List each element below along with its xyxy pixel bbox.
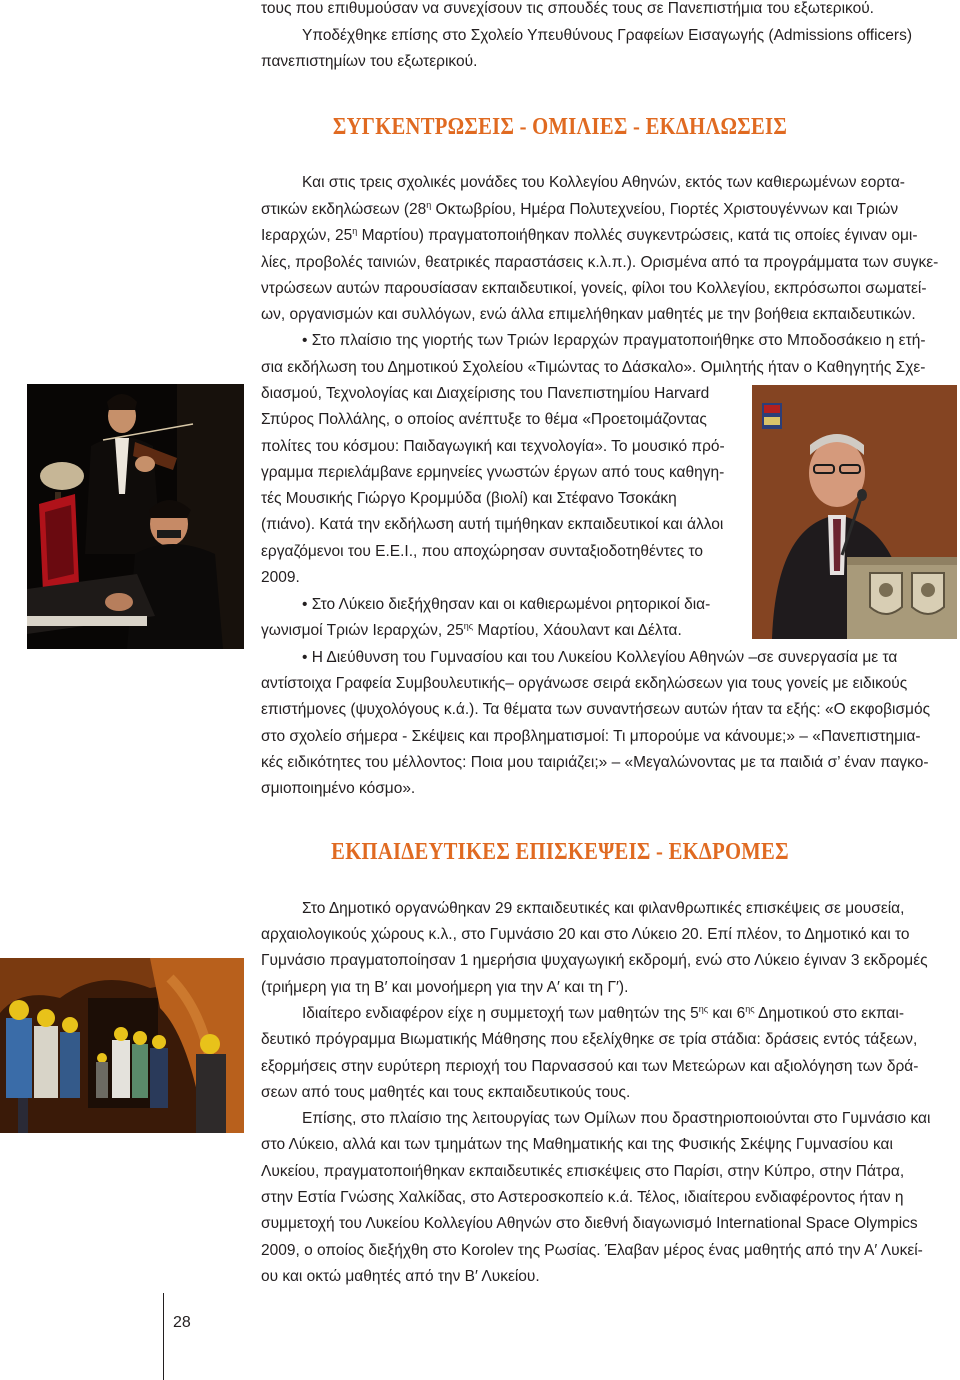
section-heading-visits: ΕΚΠΑΙΔΕΥΤΙΚΕΣ ΕΠΙΣΚΕΨΕΙΣ - ΕΚΔΡΟΜΕΣ: [331, 839, 789, 865]
bullet-line: κές ειδικότητες του μέλλοντος: Ποια μου ταιριάζει;» – «Μεγαλώνοντας με τα παιδιά σ’ έναν παγκο-: [261, 754, 929, 771]
paragraph-line: συμμετοχή του Λυκείου Κολλεγίου Αθηνών στο διεθνή διαγωνισμό International Space Olympics: [261, 1215, 918, 1232]
bullet-line: πολίτες του κόσμου: Παιδαγωγική και τεχνολογία». Το μουσικό πρό-: [261, 438, 725, 455]
bullet-line: στο σχολείο σήμερα - Σκέψεις και προβληματισμοί: Τι μπορούμε να κάνουμε;» – «Πανεπιστημια-: [261, 728, 921, 745]
bullet-line: γραμμα περιελάμβανε ερμηνείες γνωστών έργων από τους καθηγη-: [261, 464, 725, 481]
section-heading-events: ΣΥΓΚΕΝΤΡΩΣΕΙΣ - ΟΜΙΛΙΕΣ - ΕΚΔΗΛΩΣΕΙΣ: [332, 114, 788, 140]
paragraph-line: δευτικό πρόγραμμα Βιωματικής Μάθησης που εξελίχθηκε σε τρία στάδια: δράσεις εντός τάξεων,: [261, 1031, 918, 1048]
paragraph-line: Επίσης, στο πλαίσιο της λειτουργίας των Ομίλων που δραστηριοποιούνται στο Γυμνάσιο και: [302, 1110, 931, 1127]
bullet-line: σμιοποιημένο κόσμο».: [261, 780, 416, 797]
paragraph-line: Λυκείου, πραγματοποιήθηκαν εκπαιδευτικές επισκέψεις στο Παρίσι, στην Κύπρο, στην Πάτρα,: [261, 1163, 905, 1180]
bullet-line: • Η Διεύθυνση του Γυμνασίου και του Λυκείου Κολλεγίου Αθηνών –σε συνεργασία με τα: [302, 649, 898, 666]
bullet-line: τές Μουσικής Γιώργο Κρομμύδα (βιολί) και Στέφανο Τσοκάκη: [261, 490, 677, 507]
bullet-line: • Στο πλαίσιο της γιορτής των Τριών Ιεραρχών πραγματοποιήθηκε στο Μποδοσάκειο η ετή-: [302, 332, 926, 349]
page-number: 28: [173, 1314, 191, 1331]
bullet-line: Σπύρος Πολλάλης, ο οποίος ανέπτυξε το θέμα «Προετοιμάζοντας: [261, 411, 707, 428]
paragraph-line: εξορμήσεις στην ευρύτερη περιοχή του Παρνασσού και των Μετεώρων και αξιολόγηση των δρά-: [261, 1058, 919, 1075]
intro-line: Υποδέχθηκε επίσης στο Σχολείο Υπευθύνους Γραφείων Εισαγωγής (Admissions officers): [302, 27, 912, 44]
paragraph-line: Ιδιαίτερο ενδιαφέρον είχε η συμμετοχή των μαθητών της $5^{\eta\varsigma}$ και $6^{\eta\varsigma}$ Δημοτικού στο εκπαι-: [302, 1003, 904, 1022]
bullet-line: 2009.: [261, 569, 300, 586]
paragraph-line: Ιεραρχών, $25^\eta$ Μαρτίου) πραγματοποιήθηκαν πολλές συγκεντρώσεις, κατά τις οποίες έγιναν ομι-: [261, 225, 918, 244]
paragraph-line: 2009, ο οποίος διεξήχθη στο Korolev της Ρωσίας. Έλαβαν μέρος ένας μαθητής από την Α′ Λυκεί-: [261, 1242, 923, 1259]
paragraph-line: (τριήμερη για τη Β′ και μονοήμερη για την Α′ και τη Γ′).: [261, 979, 629, 996]
cave-photo: [0, 958, 244, 1133]
paragraph-line: λίες, προβολές ταινιών, θεατρικές παραστάσεις κ.λ.π.). Ορισμένα από τα προγράμματα των συγκε-: [261, 254, 939, 271]
bullet-line: αντίστοιχα Γραφεία Συμβουλευτικής– οργάνωσε σειρά εκδηλώσεων για τους γονείς με ειδικούς: [261, 675, 908, 692]
paragraph-line: στο Λύκειο, αλλά και των τμημάτων της Μαθηματικής και της Φυσικής Σκέψης Γυμνασίου και: [261, 1136, 893, 1153]
paragraph-line: ου και οκτώ μαθητές από την Β′ Λυκείου.: [261, 1268, 540, 1285]
concert-photo: [27, 384, 244, 649]
bullet-line: επιστήμονες (ψυχολόγους κ.ά.). Τα θέματα των συναντήσεων αυτών ήταν τα εξής: «Ο εκφοβισμός: [261, 701, 931, 718]
paragraph-line: ων, οργανισμών και συλλόγων, ενώ άλλα επιμελήθηκαν μαθητές με την βοήθεια εκπαιδευτικών.: [261, 306, 916, 323]
bullet-line: γωνισμοί Τριών Ιεραρχών, $25^{\eta\varsigma}$ Μαρτίου, Χάουλαντ και Δέλτα.: [261, 620, 682, 639]
paragraph-line: Και στις τρεις σχολικές μονάδες του Κολλεγίου Αθηνών, εκτός των καθιερωμένων εορτα-: [302, 174, 905, 191]
bullet-line: εργαζόμενοι του Ε.Ε.Ι., που αποχώρησαν συνταξιοδοτηθέντες το: [261, 543, 704, 560]
paragraph-line: αρχαιολογικούς χώρους κ.λ., στο Γυμνάσιο 20 και στο Λύκειο 20. Επί πλέον, το Δημοτικό και το: [261, 926, 910, 943]
bullet-line: (πιάνο). Κατά την εκδήλωση αυτή τιμήθηκαν εκπαιδευτικοί και άλλοι: [261, 516, 724, 533]
paragraph-line: Στο Δημοτικό οργανώθηκαν 29 εκπαιδευτικές και φιλανθρωπικές επισκέψεις σε μουσεία,: [302, 900, 905, 917]
bullet-line: διασμού, Τεχνολογίας και Διαχείρισης του Πανεπιστημίου Harvard: [261, 385, 710, 402]
paragraph-line: σεων από τους μαθητές και τους εκπαιδευτικούς τους.: [261, 1084, 631, 1101]
speaker-photo: [752, 385, 957, 639]
paragraph-line: ντρώσεων αυτών παρουσίασαν εκπαιδευτικοί, γονείς, φίλοι του Κολλεγίου, εκπρόσωποι σωματεί-: [261, 280, 927, 297]
paragraph-line: στην Εστία Γνώσης Χαλκίδας, στο Αστεροσκοπείο κ.ά. Τέλος, ιδιαίτερου ενδιαφέροντος ήταν η: [261, 1189, 904, 1206]
intro-line: πανεπιστημίων του εξωτερικού.: [261, 53, 478, 70]
bullet-line: • Στο Λύκειο διεξήχθησαν και οι καθιερωμένοι ρητορικοί δια-: [302, 596, 711, 613]
paragraph-line: στικών εκδηλώσεων ($28^\eta$ Οκτωβρίου, Ημέρα Πολυτεχνείου, Γιορτές Χριστουγέννων και Τριών: [261, 199, 899, 218]
bullet-line: σια εκδήλωση του Δημοτικού Σχολείου «Τιμώντας το Δάσκαλο». Ομιλητής ήταν ο Καθηγητής Σχε-: [261, 359, 926, 376]
intro-line: τους που επιθυμούσαν να συνεχίσουν τις σπουδές τους σε Πανεπιστήμια του εξωτερικού.: [261, 0, 874, 17]
page-rule: [163, 1293, 164, 1380]
paragraph-line: Γυμνάσιο πραγματοποίησαν 1 ημερήσια ψυχαγωγική εκδρομή, ενώ στο Λύκειο έγιναν 3 εκδρομές: [261, 952, 928, 969]
